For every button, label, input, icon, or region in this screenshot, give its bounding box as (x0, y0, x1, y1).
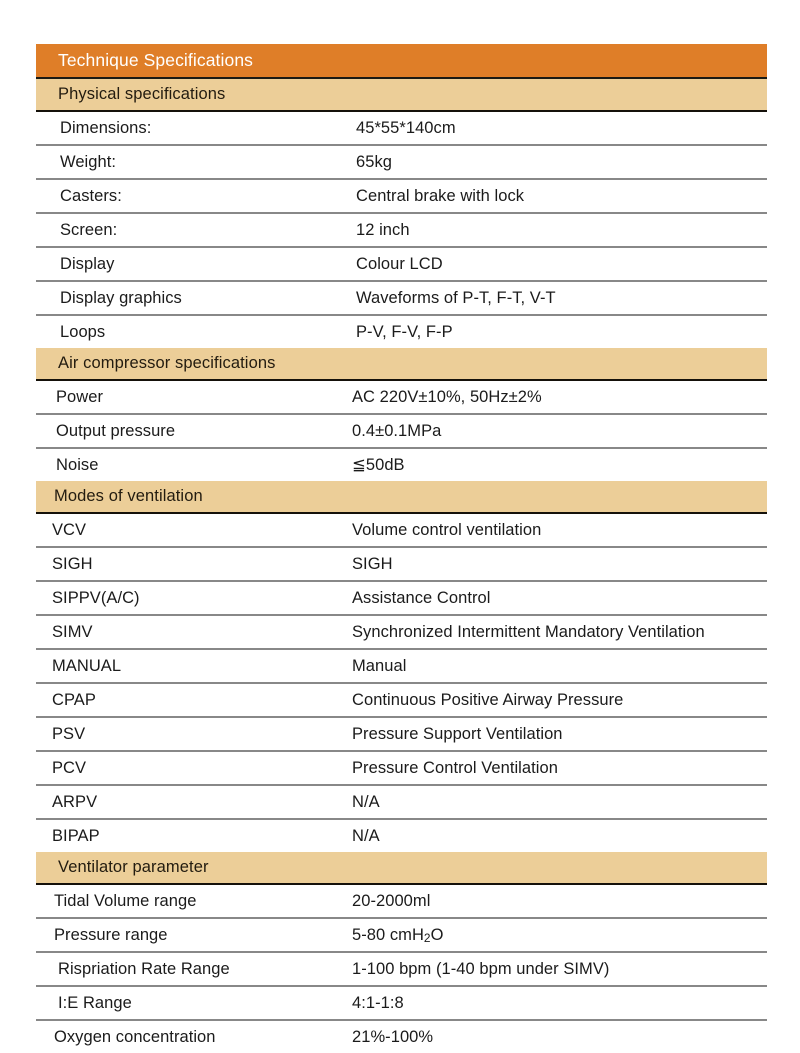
row-value: Waveforms of P-T, F-T, V-T (352, 281, 767, 315)
table-row (36, 986, 767, 1020)
table-row (36, 448, 767, 481)
table-title-row (36, 44, 767, 78)
table-row (36, 414, 767, 448)
table-row (36, 683, 767, 717)
row-label: Weight: (36, 145, 352, 179)
row-label: SIMV (36, 615, 352, 649)
section-heading-modes-of-ventilation: Modes of ventilation (36, 481, 767, 513)
table-row (36, 513, 767, 547)
row-label: SIGH (36, 547, 352, 581)
table-row (36, 547, 767, 581)
row-label: Oxygen concentration (36, 1020, 352, 1053)
row-label: CPAP (36, 683, 352, 717)
row-value: P-V, F-V, F-P (352, 315, 767, 348)
section-header-row (36, 348, 767, 380)
row-value: Pressure Control Ventilation (352, 751, 767, 785)
row-value: 20-2000ml (352, 884, 767, 918)
row-label: PSV (36, 717, 352, 751)
section-ventilator-parameter (36, 852, 767, 1053)
row-label: Casters: (36, 179, 352, 213)
row-label: Rispriation Rate Range (36, 952, 352, 986)
row-value: Central brake with lock (352, 179, 767, 213)
section-modes-of-ventilation (36, 481, 767, 852)
row-label: I:E Range (36, 986, 352, 1020)
row-value: 65kg (352, 145, 767, 179)
table-row (36, 649, 767, 683)
section-header-row (36, 852, 767, 884)
row-value: 45*55*140cm (352, 111, 767, 145)
row-value: Manual (352, 649, 767, 683)
table-row (36, 145, 767, 179)
section-header-row (36, 481, 767, 513)
row-value: 1-100 bpm (1-40 bpm under SIMV) (352, 952, 767, 986)
row-value: 0.4±0.1MPa (352, 414, 767, 448)
row-value: Pressure Support Ventilation (352, 717, 767, 751)
table-row (36, 819, 767, 852)
row-label: MANUAL (36, 649, 352, 683)
table-row (36, 785, 767, 819)
row-label: Display graphics (36, 281, 352, 315)
row-label: Tidal Volume range (36, 884, 352, 918)
row-value (352, 918, 767, 952)
section-header-row (36, 78, 767, 111)
row-value-suffix: O (430, 925, 444, 944)
row-value: Assistance Control (352, 581, 767, 615)
row-label: Display (36, 247, 352, 281)
row-value: ≦50dB (352, 448, 767, 481)
table-row (36, 918, 767, 952)
row-value: N/A (352, 785, 767, 819)
section-physical-specifications (36, 78, 767, 348)
section-heading-air-compressor: Air compressor specifications (36, 348, 767, 380)
row-value-prefix: 5-80 cmH (352, 925, 424, 944)
table-row (36, 884, 767, 918)
row-label: ARPV (36, 785, 352, 819)
row-value: 12 inch (352, 213, 767, 247)
row-value: 4:1-1:8 (352, 986, 767, 1020)
table-row (36, 213, 767, 247)
row-label: Power (36, 380, 352, 414)
section-heading-physical: Physical specifications (36, 78, 767, 111)
row-label: BIPAP (36, 819, 352, 852)
row-value: Continuous Positive Airway Pressure (352, 683, 767, 717)
row-value: AC 220V±10%, 50Hz±2% (352, 380, 767, 414)
row-value: Colour LCD (352, 247, 767, 281)
row-label: Pressure range (36, 918, 352, 952)
table-row (36, 952, 767, 986)
row-label: PCV (36, 751, 352, 785)
row-label: Output pressure (36, 414, 352, 448)
section-heading-ventilator-parameter: Ventilator parameter (36, 852, 767, 884)
row-label: Noise (36, 448, 352, 481)
row-value: Volume control ventilation (352, 513, 767, 547)
table-row (36, 179, 767, 213)
table-row (36, 111, 767, 145)
table-title: Technique Specifications (36, 44, 767, 78)
row-value: SIGH (352, 547, 767, 581)
table-row (36, 1020, 767, 1053)
row-label: Dimensions: (36, 111, 352, 145)
section-air-compressor-specifications (36, 348, 767, 481)
row-value-subscript: 2 (423, 931, 431, 946)
row-value: 21%-100% (352, 1020, 767, 1053)
row-label: Loops (36, 315, 352, 348)
table-row (36, 581, 767, 615)
table-row (36, 380, 767, 414)
table-row (36, 281, 767, 315)
table-row (36, 717, 767, 751)
table-row (36, 247, 767, 281)
table-row (36, 615, 767, 649)
table-row (36, 751, 767, 785)
table-title-group (36, 44, 767, 78)
table-row (36, 315, 767, 348)
row-label: SIPPV(A/C) (36, 581, 352, 615)
technique-specifications-table (36, 44, 767, 1053)
row-label: VCV (36, 513, 352, 547)
row-label: Screen: (36, 213, 352, 247)
row-value: N/A (352, 819, 767, 852)
row-value: Synchronized Intermittent Mandatory Ventilation (352, 615, 767, 649)
